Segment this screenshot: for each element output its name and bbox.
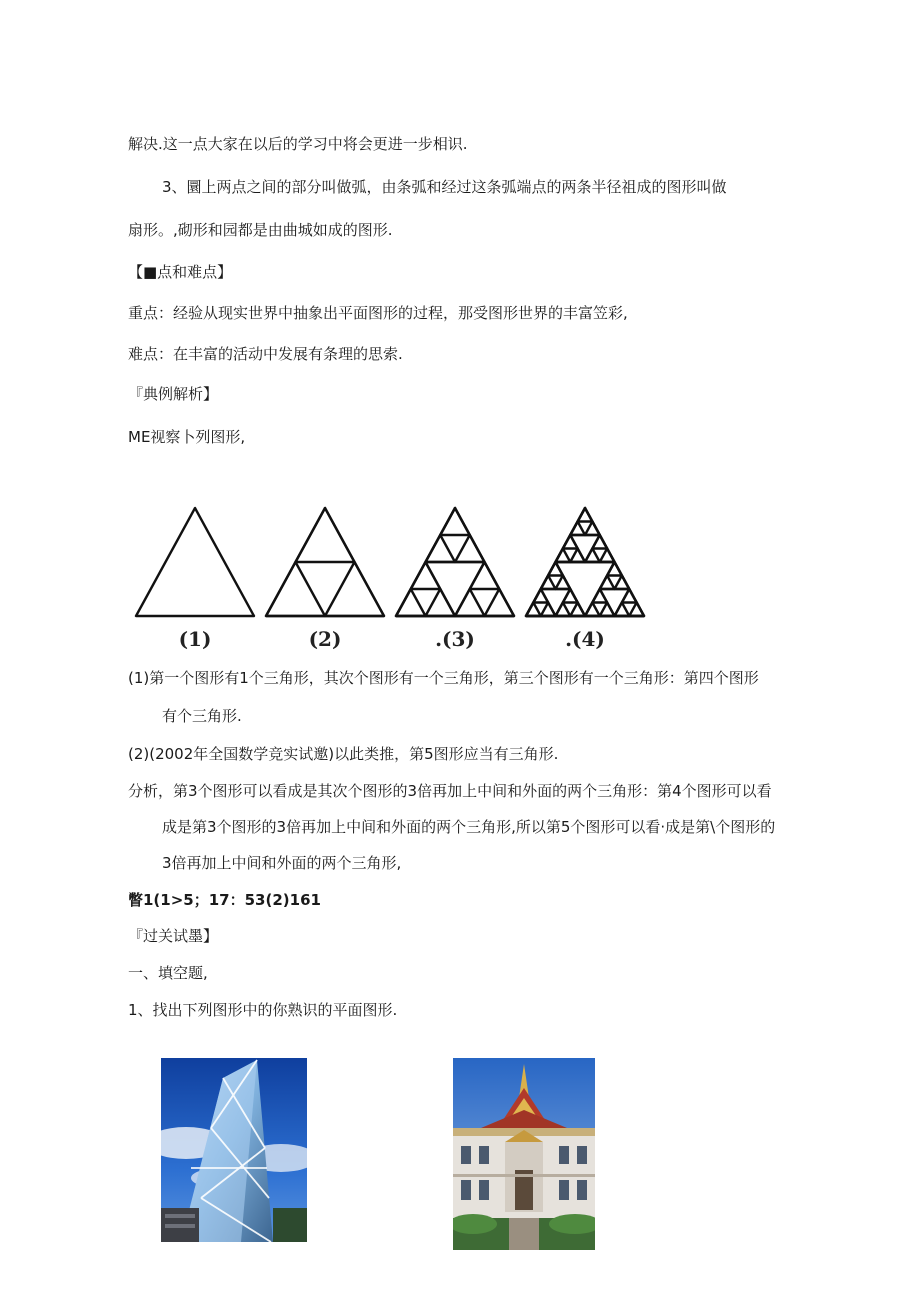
triangle-fig-4 [541,603,556,617]
heading-examples: 『典例解析】 [128,385,219,403]
triangle-fig-3 [455,589,485,616]
triangle-fig-4 [570,603,585,617]
text-analysis-cont2: 3倍再加上中间和外面的两个三角形, [162,854,402,872]
triangle-fig-4 [592,589,607,603]
text-observe: ME视察卜列图形, [128,428,246,446]
triangle-fig-4 [585,603,600,617]
triangle-fig-4 [600,549,615,563]
text-line-1: 解决.这一点大家在以后的学习中将会更进一步相识. [128,135,468,153]
triangle-fig-3 [455,535,485,562]
heading-exercises: 『过关试墨】 [128,927,219,945]
text-line-2: 3、圜上两点之间的部分叫做弧，由条弧和经过这条弧端点的两条半径祖成的图形叫做 [162,178,727,196]
triangle-fig-4 [578,508,593,522]
figure-label-4: .(4) [565,627,605,651]
triangle-fig-2 [325,562,384,616]
triangle-fig-4 [592,535,607,549]
triangle-fig-3 [485,589,515,616]
text-exercise-1: 1、找出下列图形中的你熟识的平面图形. [128,1001,398,1019]
text-analysis: 分析，第3个图形可以看成是其次个图形的3倍再加上中间和外面的两个三角形：第4个图形可以看 [128,782,772,800]
triangle-fig-4 [615,576,630,590]
triangle-fig-4 [585,522,600,536]
triangle-fig-4 [556,549,571,563]
triangle-fig-4 [556,603,571,617]
palace-photo [453,1058,595,1250]
text-question-2: (2)(2002年全国数学竞实试邀)以此类推，第5图形应当有三角形. [128,745,559,763]
triangle-fig-4 [570,522,585,536]
triangle-fig-2 [266,562,325,616]
triangle-fig-4 [570,549,585,563]
triangle-fig-3 [411,562,441,589]
triangle-fig-4 [563,535,578,549]
text-analysis-cont1: 成是第3个图形的3倍再加上中间和外面的两个三角形,所以第5个图形可以看·成是第\个图形的 [162,818,776,836]
text-answer: 瞥1(1>5；17：53(2)161 [128,891,321,909]
triangle-fig-3 [426,589,456,616]
triangle-fig-4 [548,562,563,576]
figure-label-2: (2) [308,627,342,651]
triangle-fig-3 [426,535,456,562]
triangle-fig-4 [600,603,615,617]
triangle-fig-4 [615,603,630,617]
triangle-fig-3 [396,589,426,616]
text-difficult-point: 难点：在丰富的活动中发展有条理的思索. [128,345,403,363]
triangle-fig-4 [622,589,637,603]
text-key-point: 重点：经验从现实世界中抽象出平面图形的过程，那受图形世界的丰富笠彩, [128,304,628,322]
figure-label-3: .(3) [435,627,475,651]
triangle-fig-4 [533,589,548,603]
triangle-fig-4 [556,576,571,590]
triangle-fig-4 [526,603,541,617]
triangle-fig-2 [296,508,355,562]
triangle-fig-3 [440,508,470,535]
triangle-fig-4 [541,576,556,590]
triangle-fig-3 [470,562,500,589]
triangle-fig-4 [607,562,622,576]
sierpinski-triangles-figure [128,500,658,660]
tower-photo [161,1058,307,1242]
text-question-1: (1)第一个图形有1个三角形，其次个图形有一个三角形，第三个图形有一个三角形：第四个图形 [128,669,759,687]
triangle-fig-1 [136,508,254,616]
triangle-fig-4 [600,576,615,590]
text-fill-blank: 一、填空题, [128,964,208,982]
triangle-fig-4 [585,549,600,563]
triangle-fig-4 [629,603,644,617]
triangle-fig-4 [563,589,578,603]
heading-key-points: 【■点和难点】 [128,263,233,281]
text-question-1-cont: 有个三角形. [162,707,242,725]
text-line-3: 扇形。,砌形和园都是由曲城如成的图形. [128,221,393,239]
figure-label-1: (1) [178,627,212,651]
